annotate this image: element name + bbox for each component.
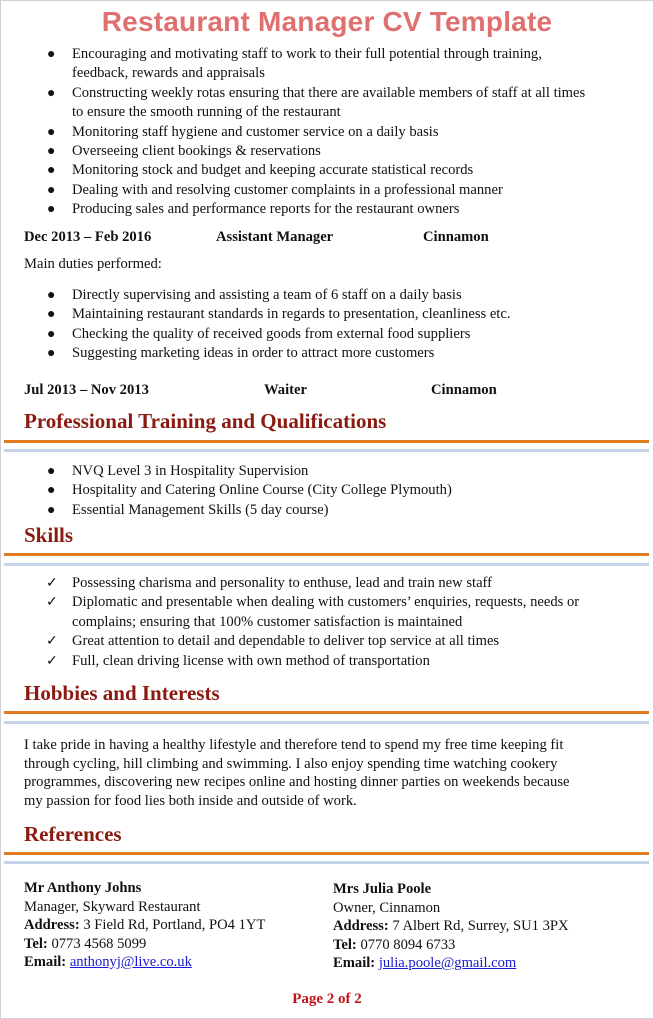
list-item: ● Essential Management Skills (5 day course) xyxy=(0,501,654,520)
job-dates: Dec 2013 – Feb 2016 xyxy=(24,229,152,245)
checkmark-icon: ✓ xyxy=(46,653,58,669)
hobbies-paragraph: I take pride in having a healthy lifestyle and therefore tend to spend my free time keeping fit through cycling, hill climbing and swimming. I also enjoy spending time watching cookery programmes, discovering new recipes online and hosting dinner parties on weekends because my passion for food lies both inside and outside of work. xyxy=(24,737,570,809)
job-employer: Cinnamon xyxy=(423,229,489,245)
list-item: ● Overseeing client bookings & reservations xyxy=(0,142,654,161)
email-link[interactable]: julia.poole@gmail.com xyxy=(378,955,517,971)
email-link[interactable]: anthonyj@live.co.uk xyxy=(69,954,192,970)
training-list xyxy=(0,462,654,520)
list-item: ● Hospitality and Catering Online Course (City College Plymouth) xyxy=(0,481,654,500)
bullet-icon: ● xyxy=(47,47,56,62)
bullet-icon: ● xyxy=(47,326,56,342)
bullet-icon: ● xyxy=(47,483,56,499)
bullet-icon: ● xyxy=(47,307,56,323)
reference-address: Address: 7 Albert Rd, Surrey, SU1 3PX xyxy=(333,918,569,934)
divider-orange xyxy=(4,440,649,443)
reference-name: Mrs Julia Poole xyxy=(333,881,432,897)
list-item: ● NVQ Level 3 in Hospitality Supervision xyxy=(0,462,654,481)
divider-orange xyxy=(4,711,649,714)
top-duties-list xyxy=(0,45,654,220)
reference-email: Email: julia.poole@gmail.com xyxy=(333,955,517,971)
job-employer: Cinnamon xyxy=(431,382,497,398)
section-heading-skills: Skills xyxy=(24,523,74,547)
job-role: Waiter xyxy=(264,382,307,398)
bullet-icon: ● xyxy=(47,182,56,198)
checkmark-icon: ✓ xyxy=(46,576,58,591)
bullet-icon: ● xyxy=(47,202,56,218)
bullet-icon: ● xyxy=(47,464,56,479)
list-item: ● Maintaining restaurant standards in regards to presentation, cleanliness etc. xyxy=(0,305,654,324)
divider-orange xyxy=(4,553,649,556)
list-item: ● Checking the quality of received goods from external food suppliers xyxy=(0,325,654,344)
list-item: ● Suggesting marketing ideas in order to attract more customers xyxy=(0,344,654,363)
list-item: ● Directly supervising and assisting a team of 6 staff on a daily basis xyxy=(0,286,654,305)
reference-name: Mr Anthony Johns xyxy=(24,880,142,896)
document-title: Restaurant Manager CV Template xyxy=(101,6,553,37)
section-heading-references: References xyxy=(24,822,122,846)
list-item: ● Producing sales and performance reports for the restaurant owners xyxy=(0,200,654,219)
bullet-icon: ● xyxy=(47,124,56,140)
checkmark-icon: ✓ xyxy=(46,634,58,650)
divider-blue xyxy=(4,721,649,724)
reference-position: Owner, Cinnamon xyxy=(333,899,441,916)
divider-blue xyxy=(4,563,649,566)
skills-list xyxy=(0,574,654,671)
duties-label: Main duties performed: xyxy=(24,256,162,272)
checkmark-icon: ✓ xyxy=(46,595,58,611)
list-item: ✓ Diplomatic and presentable when dealing with customers’ enquiries, requests, needs or complains; ensuring that 100% customer satisfaction is maintained xyxy=(46,594,580,630)
job2-duties-list xyxy=(0,286,654,364)
bullet-icon: ● xyxy=(47,502,56,518)
list-item: ✓ Possessing charisma and personality to enthuse, lead and train new staff xyxy=(0,574,654,593)
job-dates: Jul 2013 – Nov 2013 xyxy=(24,382,149,398)
list-item: ● Monitoring staff hygiene and customer service on a daily basis xyxy=(0,123,654,142)
reference-tel: Tel: 0770 8094 6733 xyxy=(333,936,456,953)
reference-address: Address: 3 Field Rd, Portland, PO4 1YT xyxy=(24,917,266,933)
bullet-icon: ● xyxy=(47,288,56,303)
reference-email: Email: anthonyj@live.co.uk xyxy=(24,954,192,970)
divider-blue xyxy=(4,449,649,452)
list-item: ✓ Full, clean driving license with own method of transportation xyxy=(0,652,654,671)
bullet-icon: ● xyxy=(47,85,56,101)
reference-card-2 xyxy=(333,880,569,973)
divider-orange xyxy=(4,852,649,855)
reference-card-1 xyxy=(24,879,265,972)
bullet-icon: ● xyxy=(47,346,56,362)
divider-blue xyxy=(4,861,649,864)
section-heading-training: Professional Training and Qualifications xyxy=(24,409,387,433)
page-number: Page 2 of 2 xyxy=(292,991,362,1007)
list-item: ● Monitoring stock and budget and keeping accurate statistical records xyxy=(0,161,654,180)
list-item: ✓ Great attention to detail and dependable to deliver top service at all times xyxy=(0,632,654,651)
reference-position: Manager, Skyward Restaurant xyxy=(24,898,201,915)
bullet-icon: ● xyxy=(47,144,56,160)
section-heading-hobbies: Hobbies and Interests xyxy=(24,681,220,705)
bullet-icon: ● xyxy=(47,163,56,179)
job-role: Assistant Manager xyxy=(216,229,334,245)
list-item: ● Constructing weekly rotas ensuring that there are available members of staff at all times to ensure the smooth running of the restaurant xyxy=(47,84,586,121)
list-item: ● Encouraging and motivating staff to work to their full potential through training, feedback, rewards and appraisals xyxy=(47,46,542,82)
list-item: ● Dealing with and resolving customer complaints in a professional manner xyxy=(0,181,654,200)
reference-tel: Tel: 0773 4568 5099 xyxy=(24,935,147,952)
